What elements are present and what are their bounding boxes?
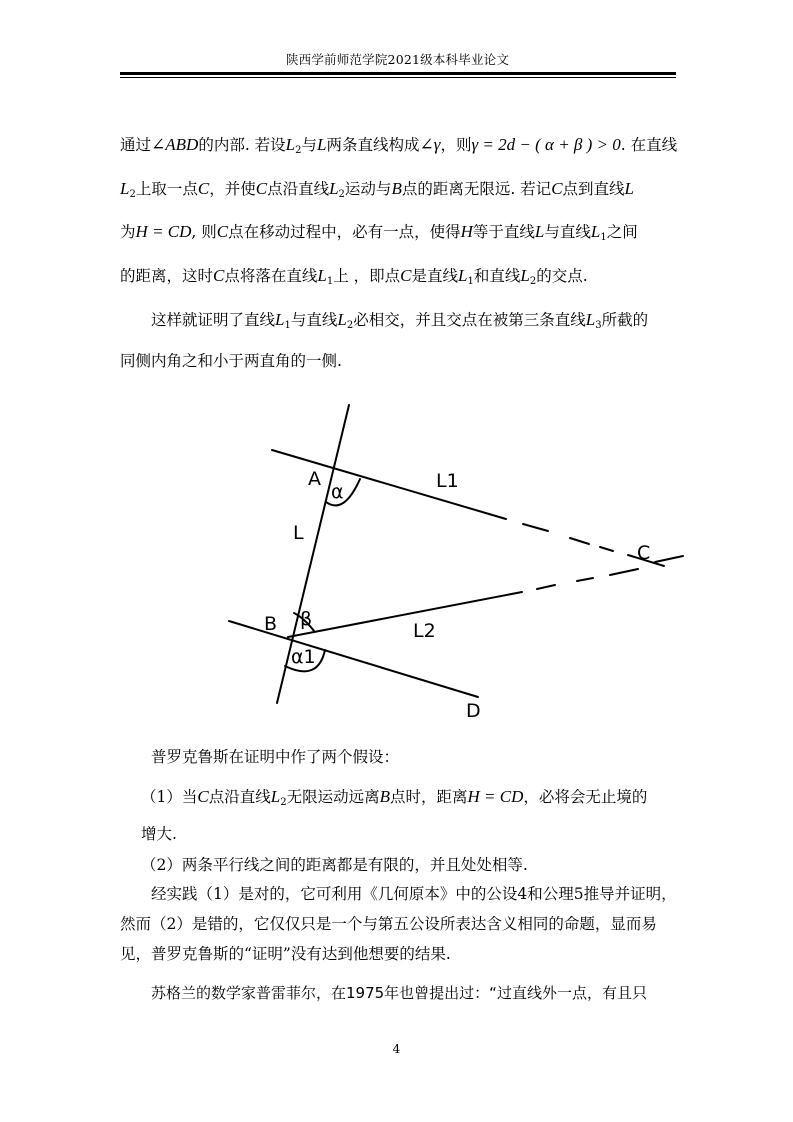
text: 增大. bbox=[141, 825, 177, 843]
math: L bbox=[270, 787, 281, 806]
paragraph3 bbox=[151, 745, 711, 767]
math: L bbox=[285, 135, 296, 154]
subscript: 1 bbox=[326, 276, 334, 287]
line-L2-dash1 bbox=[537, 585, 555, 589]
label-alpha1: α1 bbox=[291, 646, 316, 668]
paragraph4-line3 bbox=[120, 942, 680, 964]
math: H = CD bbox=[467, 787, 524, 806]
math: C bbox=[551, 179, 563, 198]
subscript: 2 bbox=[280, 797, 287, 808]
label-D: D bbox=[466, 700, 481, 722]
math: L bbox=[337, 310, 347, 329]
line-L2-dash2 bbox=[577, 578, 593, 581]
text: 普罗克鲁斯在证明中作了两个假设： bbox=[151, 748, 400, 766]
math: L bbox=[520, 266, 530, 285]
text: 点沿直线 bbox=[208, 788, 271, 806]
page-header: 陕西学前师范学院2021级本科毕业论文 bbox=[285, 52, 510, 67]
text: 点的距离无限远. 若记 bbox=[401, 180, 552, 198]
label-C: C bbox=[637, 542, 651, 564]
text: 所截的 bbox=[601, 311, 649, 329]
label-L: L bbox=[293, 522, 304, 544]
assumption2 bbox=[141, 853, 701, 875]
line-L1-dash2 bbox=[570, 538, 589, 544]
subscript: 2 bbox=[529, 276, 537, 287]
text: 见，普罗克鲁斯的“证明”没有达到他想要的结果. bbox=[120, 945, 451, 963]
text: ，并使 bbox=[209, 180, 256, 198]
text: 的内部. 若设 bbox=[198, 136, 286, 154]
text: 与直线 bbox=[290, 311, 338, 329]
line-L1-dash3 bbox=[600, 547, 613, 551]
text: 的距离，这时 bbox=[120, 267, 214, 285]
line-L2-dash4 bbox=[655, 556, 683, 562]
text: 苏格兰的数学家普雷菲尔，在1975年也曾提出过：“过直线外一点，有且只 bbox=[151, 984, 647, 1002]
math: L bbox=[624, 179, 635, 198]
paragraph4-line2 bbox=[120, 912, 680, 934]
text: 和直线 bbox=[473, 267, 521, 285]
subscript: 2 bbox=[338, 189, 345, 200]
text: 通过 bbox=[120, 136, 152, 154]
paragraph5-line1 bbox=[151, 982, 711, 1003]
text: 上 ，即点 bbox=[333, 267, 401, 285]
math: B bbox=[379, 787, 390, 806]
line-L1-dash1 bbox=[523, 524, 548, 531]
math: L bbox=[120, 179, 130, 198]
label-L1: L1 bbox=[436, 470, 459, 492]
text: （2）两条平行线之间的距离都是有限的，并且处处相等. bbox=[141, 856, 528, 874]
subscript: 1 bbox=[284, 320, 291, 331]
math: H bbox=[460, 222, 473, 241]
math: ∠γ bbox=[419, 135, 441, 154]
text: ，则 bbox=[440, 136, 472, 154]
subscript: 3 bbox=[595, 320, 602, 331]
math: C bbox=[400, 266, 412, 285]
text: 等于直线 bbox=[472, 223, 535, 241]
math: L bbox=[590, 222, 601, 241]
subscript: 2 bbox=[295, 145, 302, 156]
text: 点时，距离 bbox=[389, 788, 468, 806]
math: γ = 2d − ( α + β ) > 0 bbox=[471, 135, 621, 154]
text: . 在直线 bbox=[620, 136, 678, 154]
math: L bbox=[317, 135, 327, 154]
label-A: A bbox=[308, 468, 321, 490]
math: L bbox=[534, 222, 545, 241]
text: 运动与 bbox=[344, 180, 392, 198]
subscript: 1 bbox=[467, 276, 474, 287]
text: 点到直线 bbox=[562, 180, 625, 198]
text: 之间 bbox=[606, 223, 638, 241]
math: C bbox=[216, 222, 229, 241]
text: ，必将会无止境的 bbox=[523, 788, 648, 806]
page-number: 4 bbox=[392, 1042, 401, 1056]
math: C bbox=[197, 179, 210, 198]
text: 必相交，并且交点在被第三条直线 bbox=[353, 311, 586, 329]
subscript: 1 bbox=[600, 232, 607, 243]
text: （1）当 bbox=[141, 788, 198, 806]
math: L bbox=[585, 310, 596, 329]
math: L bbox=[458, 266, 468, 285]
text: 为 bbox=[120, 223, 136, 241]
text: 经实践（1）是对的，它可利用《几何原本》中的公设4和公理5推导并证明， bbox=[151, 885, 677, 903]
text: 与直线 bbox=[544, 223, 591, 241]
text: 无限运动远离 bbox=[286, 788, 380, 806]
paragraph4-line1 bbox=[151, 882, 711, 904]
subscript: 2 bbox=[129, 189, 136, 200]
text: 与 bbox=[301, 136, 318, 154]
math: L bbox=[329, 179, 339, 198]
math: H = CD bbox=[135, 222, 192, 241]
label-B: B bbox=[264, 613, 278, 635]
label-alpha: α bbox=[331, 481, 344, 503]
line-L2-dash3 bbox=[610, 569, 638, 575]
assumption1-line1 bbox=[141, 785, 701, 808]
text: 同侧内角之和小于两直角的一侧. bbox=[120, 352, 342, 370]
subscript: 2 bbox=[346, 320, 354, 331]
text: 然而（2）是错的，它仅仅只是一个与第五公设所表达含义相同的命题，显而易 bbox=[120, 915, 657, 933]
text: 这样就证明了直线 bbox=[151, 311, 276, 329]
line-L2-solid bbox=[288, 592, 522, 637]
label-L2: L2 bbox=[413, 620, 436, 642]
text: 两条直线构成 bbox=[326, 136, 420, 154]
math: L bbox=[275, 310, 285, 329]
math: C bbox=[255, 179, 268, 198]
text: 点在移动过程中，必有一点，使得 bbox=[228, 223, 461, 241]
text: 点沿直线 bbox=[267, 180, 330, 198]
math: C bbox=[213, 266, 225, 285]
text: 的交点. bbox=[536, 267, 588, 285]
text: 上取一点 bbox=[135, 180, 198, 198]
math: C bbox=[197, 787, 209, 806]
text: 是直线 bbox=[411, 267, 459, 285]
math: L bbox=[317, 266, 327, 285]
text: 点将落在直线 bbox=[224, 267, 318, 285]
assumption1-line2 bbox=[141, 822, 701, 844]
label-beta: β bbox=[300, 608, 313, 630]
math: B bbox=[391, 179, 402, 198]
math: ∠ABD bbox=[151, 135, 199, 154]
text: , 则 bbox=[191, 223, 217, 241]
